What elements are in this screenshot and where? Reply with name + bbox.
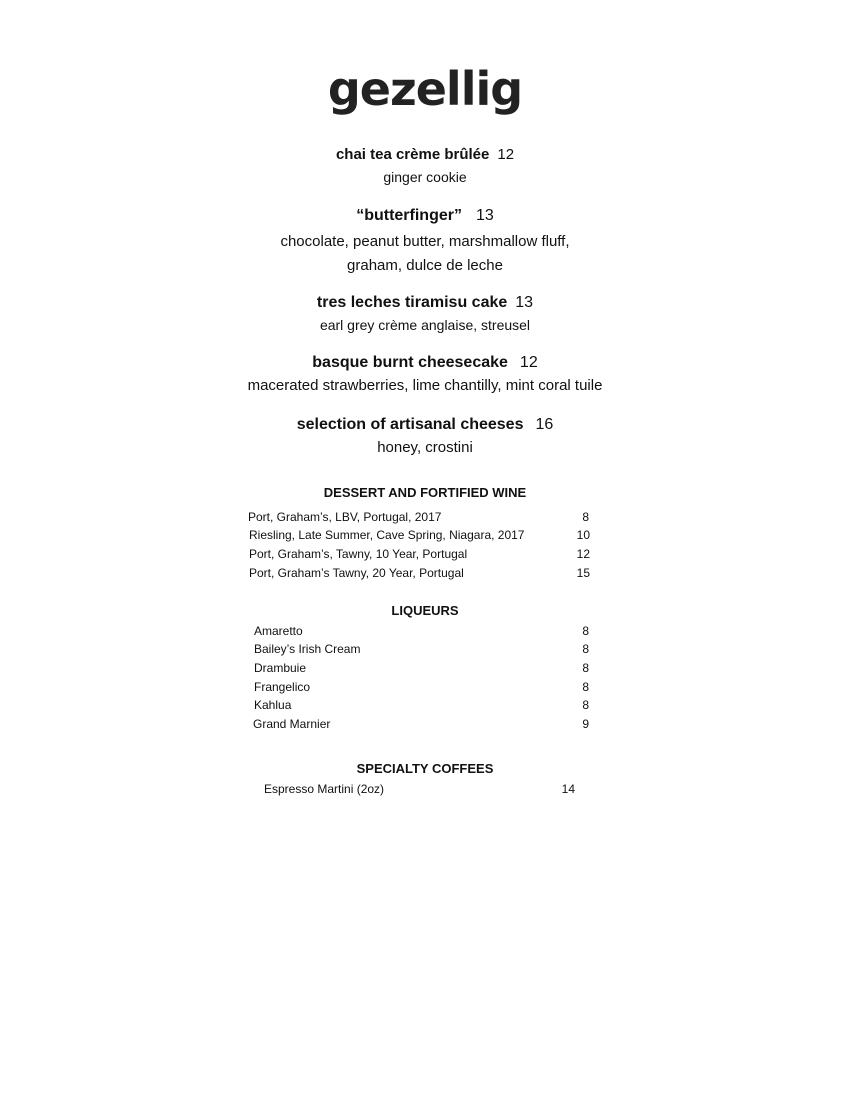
brand-logo: gezellig <box>327 62 523 116</box>
dessert-item <box>0 354 850 394</box>
liqueur-name: Bailey’s Irish Cream <box>254 642 361 656</box>
wine-price: 15 <box>576 566 590 580</box>
dessert-price: 13 <box>475 207 494 224</box>
dessert-name: tres leches tiramisu cake <box>316 294 508 311</box>
dessert-price: 13 <box>515 294 534 311</box>
wine-name: Port, Graham’s, LBV, Portugal, 2017 <box>248 510 442 524</box>
wine-price: 8 <box>582 510 589 524</box>
liqueur-price: 8 <box>582 698 589 712</box>
liqueur-price: 8 <box>582 680 589 694</box>
dessert-name: “butterfinger” <box>356 207 462 224</box>
dessert-name: basque burnt cheesecake <box>312 354 508 371</box>
wine-name: Port, Graham’s, Tawny, 10 Year, Portugal <box>249 547 468 561</box>
dessert-description: earl grey crème anglaise, streusel <box>319 317 531 333</box>
wine-price: 12 <box>576 547 590 561</box>
liqueur-name: Kahlua <box>254 698 292 712</box>
dessert-price: 16 <box>535 416 554 433</box>
wine-name: Port, Graham’s Tawny, 20 Year, Portugal <box>249 566 464 580</box>
dessert-item <box>0 207 850 278</box>
dessert-description: ginger cookie <box>383 169 467 185</box>
liqueurs-section-title: LIQUEURS <box>391 603 459 618</box>
dessert-item <box>0 294 850 333</box>
dessert-price: 12 <box>519 354 538 371</box>
liqueur-name: Drambuie <box>254 661 307 675</box>
coffee-price: 14 <box>561 782 575 796</box>
dessert-name: chai tea crème brûlée <box>335 146 490 163</box>
liqueur-name: Frangelico <box>254 680 311 694</box>
dessert-price: 12 <box>497 146 515 163</box>
wine-price: 10 <box>576 528 590 542</box>
dessert-description: macerated strawberries, lime chantilly, mint coral tuile <box>247 377 603 394</box>
wine-section-title: DESSERT AND FORTIFIED WINE <box>323 485 527 500</box>
dessert-name: selection of artisanal cheeses <box>296 416 524 433</box>
coffees-section-title: SPECIALTY COFFEES <box>356 761 494 776</box>
liqueur-name: Grand Marnier <box>253 717 331 731</box>
dessert-item <box>0 416 850 456</box>
liqueur-name: Amaretto <box>254 624 303 638</box>
wine-name: Riesling, Late Summer, Cave Spring, Niagara, 2017 <box>249 528 525 542</box>
liqueur-price: 8 <box>582 642 589 656</box>
liqueur-price: 8 <box>582 624 589 638</box>
dessert-item <box>0 146 850 185</box>
coffee-name: Espresso Martini (2oz) <box>264 782 385 796</box>
dessert-description: honey, crostini <box>377 439 473 456</box>
liqueur-price: 9 <box>582 717 589 731</box>
dessert-description: chocolate, peanut butter, marshmallow fluff, graham, dulce de leche <box>280 233 570 274</box>
liqueur-price: 8 <box>582 661 589 675</box>
